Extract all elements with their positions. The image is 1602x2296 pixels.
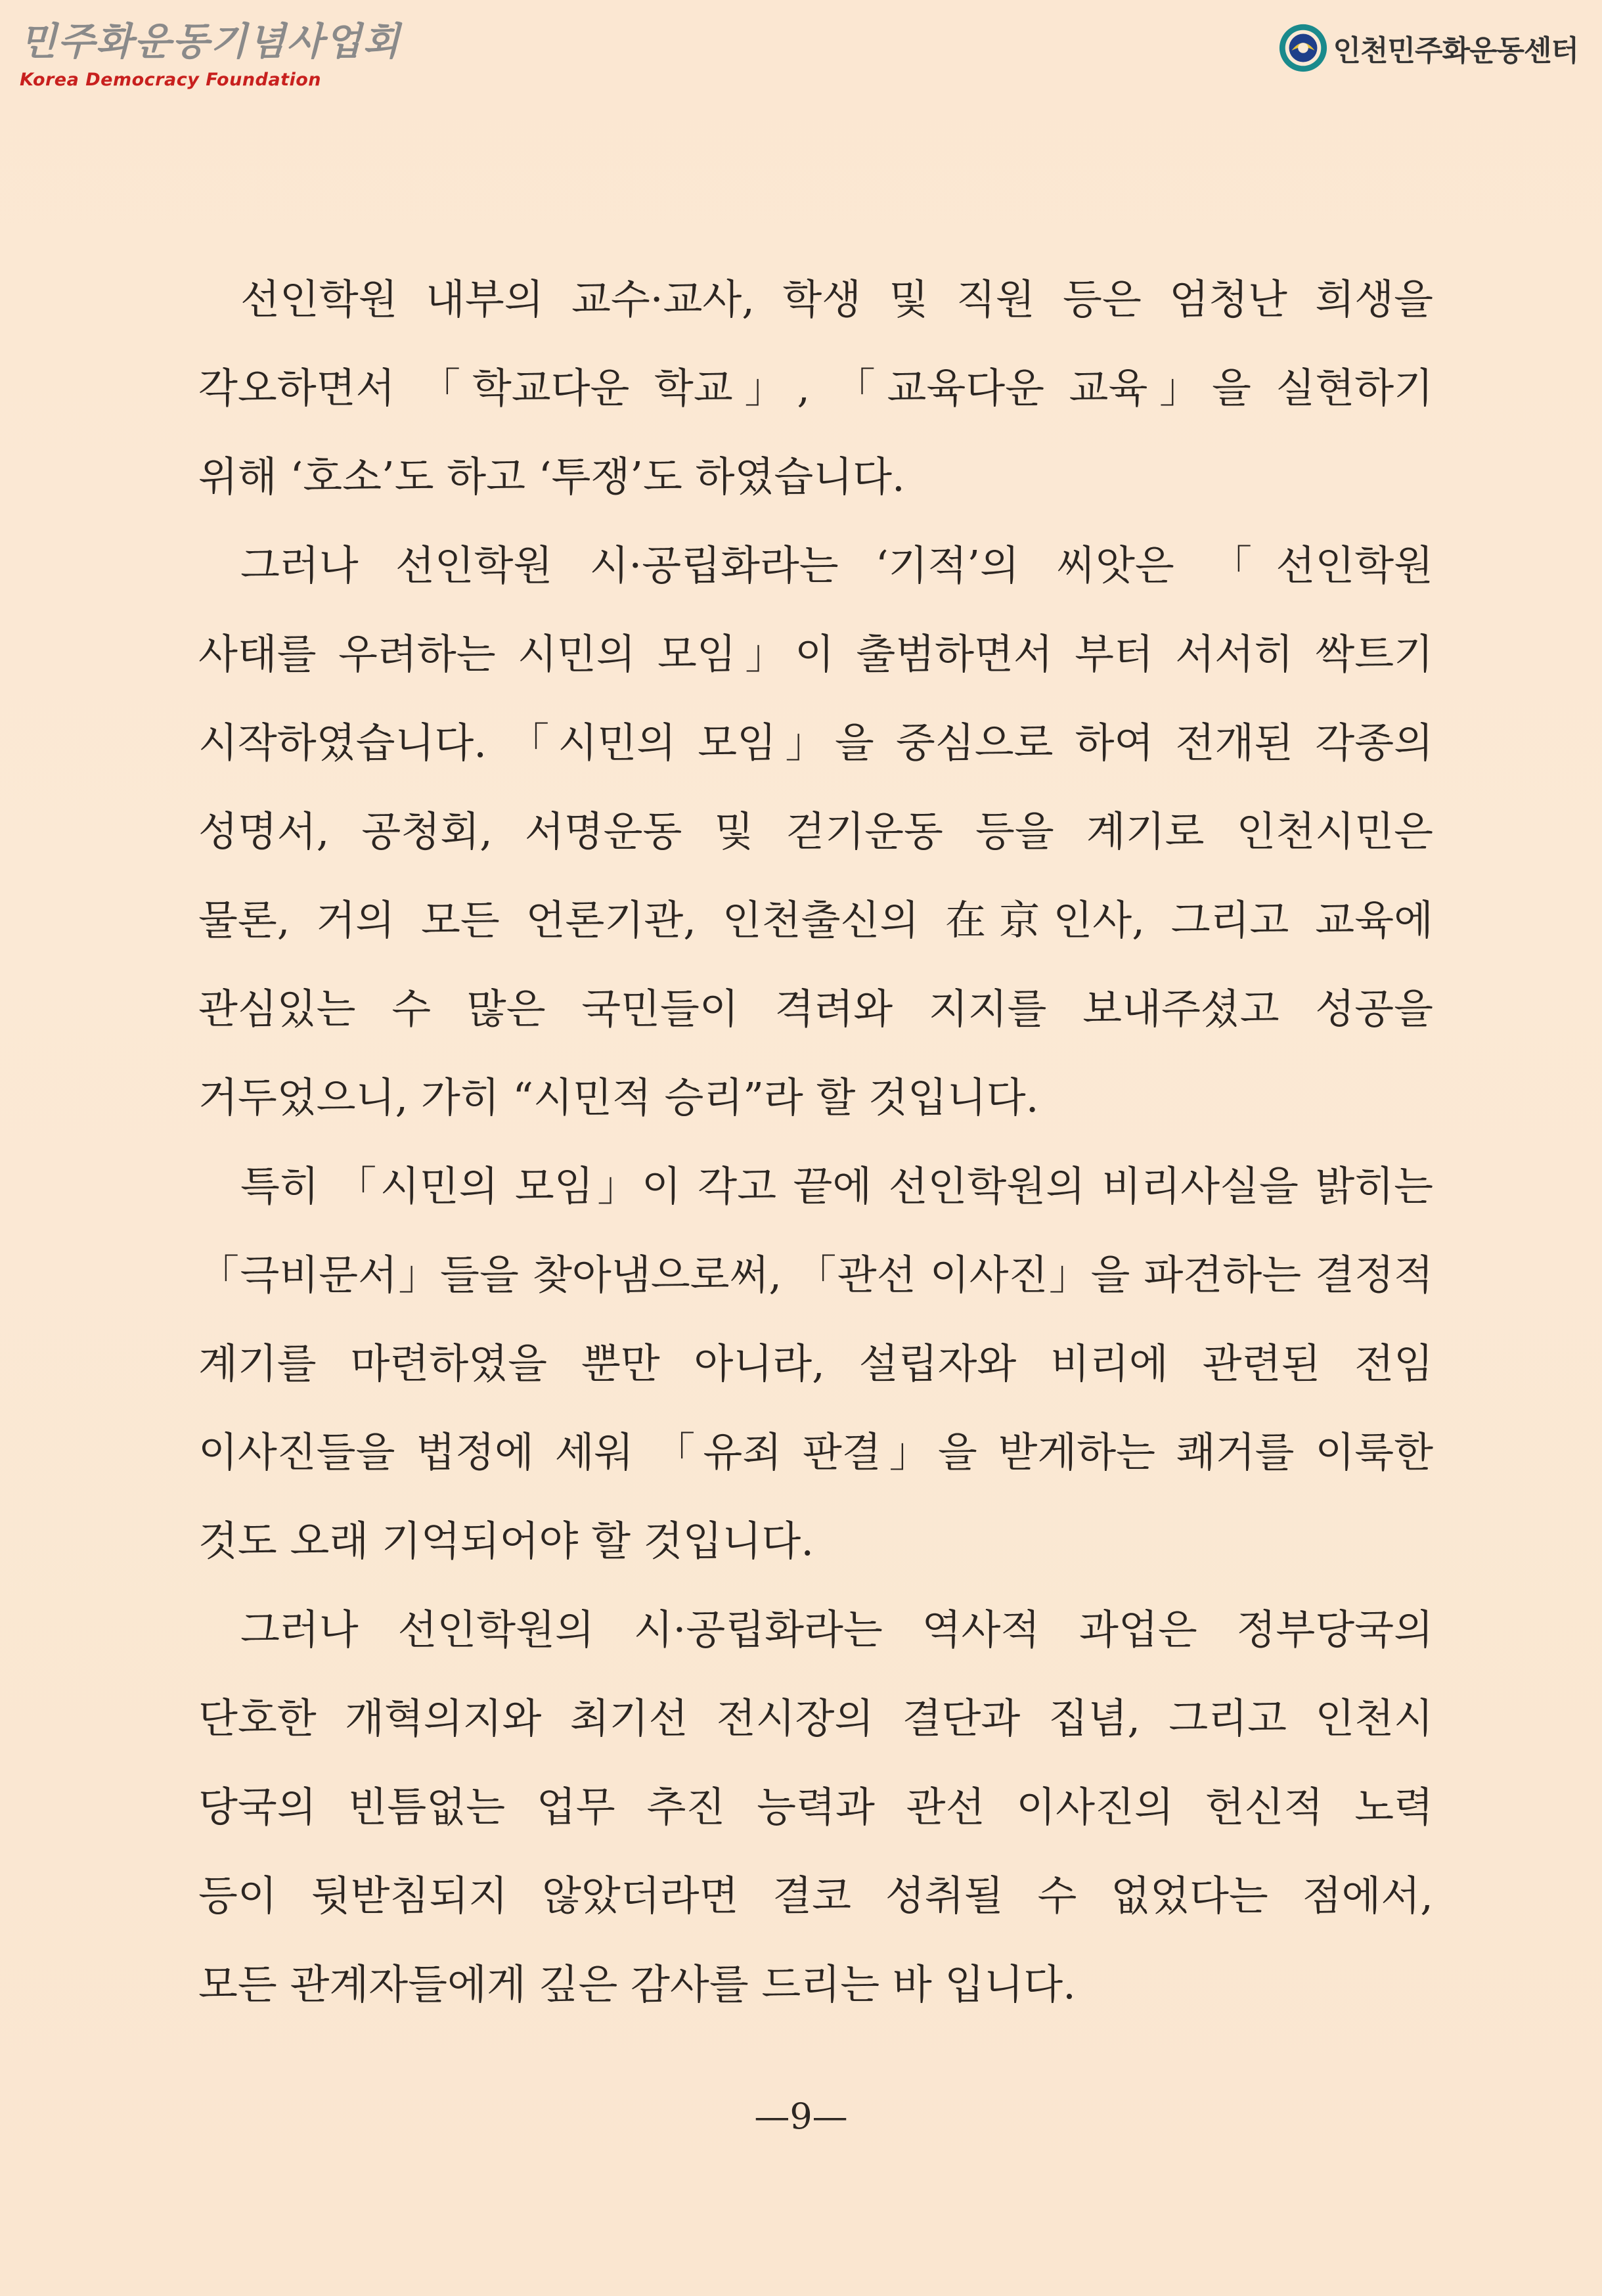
text-line: 사태를 우려하는 시민의 모임」이 출범하면서 부터 서서히 싹트기 — [198, 630, 1433, 678]
text-line: 각오하면서 「학교다운 학교」, 「교육다운 교육」을 실현하기 — [198, 364, 1433, 412]
paragraph — [198, 1585, 1433, 2029]
page-number: —9— — [754, 2096, 848, 2137]
header-left — [20, 19, 401, 90]
text-line: 선인학원 내부의 교수·교사, 학생 및 직원 등은 엄청난 희생을 — [240, 275, 1433, 323]
text-line: 것도 오래 기억되어야 할 것입니다. — [198, 1517, 814, 1565]
text-line: 단호한 개혁의지와 최기선 전시장의 결단과 집념, 그리고 인천시 — [198, 1694, 1433, 1742]
org-name-korean: 민주화운동기념사업회 — [20, 19, 401, 64]
text-line: 성명서, 공청회, 서명운동 및 걷기운동 등을 계기로 인천시민은 — [198, 807, 1433, 855]
text-line: 당국의 빈틈없는 업무 추진 능력과 관선 이사진의 헌신적 노력 — [198, 1783, 1433, 1831]
text-line: 관심있는 수 많은 국민들이 격려와 지지를 보내주셨고 성공을 — [198, 985, 1433, 1033]
text-line: 물론, 거의 모든 언론기관, 인천출신의 在京인사, 그리고 교육에 — [198, 896, 1433, 944]
text-line: 그러나 선인학원의 시·공립화라는 역사적 과업은 정부당국의 — [240, 1606, 1433, 1654]
text-line: 등이 뒷받침되지 않았더라면 결코 성취될 수 없었다는 점에서, — [198, 1872, 1433, 1920]
text-line: 위해 ‘호소’도 하고 ‘투쟁’도 하였습니다. — [198, 453, 905, 501]
text-line: 거두었으니, 가히 “시민적 승리”라 할 것입니다. — [198, 1073, 1039, 1121]
org-name-english: Korea Democracy Foundation — [20, 70, 322, 90]
paragraph — [198, 255, 1433, 521]
paragraph — [198, 521, 1433, 1142]
text-line: 모든 관계자들에게 깊은 감사를 드리는 바 입니다. — [198, 1960, 1076, 2008]
header-right — [1278, 22, 1578, 74]
paragraph — [198, 1142, 1433, 1585]
text-line: 특히 「시민의 모임」이 각고 끝에 선인학원의 비리사실을 밝히는 — [240, 1162, 1433, 1210]
text-line: 「극비문서」들을 찾아냄으로써, 「관선 이사진」을 파견하는 결정적 — [198, 1251, 1433, 1299]
text-line: 계기를 마련하였을 뿐만 아니라, 설립자와 비리에 관련된 전임 — [198, 1339, 1433, 1387]
center-name: 인천민주화운동센터 — [1333, 34, 1578, 68]
text-line: 이사진들을 법정에 세워 「유죄 판결」을 받게하는 쾌거를 이룩한 — [198, 1428, 1433, 1476]
body-text — [198, 255, 1433, 2029]
text-line: 시작하였습니다. 「시민의 모임」을 중심으로 하여 전개된 각종의 — [198, 719, 1433, 767]
circular-emblem-icon — [1278, 22, 1329, 74]
text-line: 그러나 선인학원 시·공립화라는 ‘기적’의 씨앗은 「선인학원 — [240, 541, 1433, 589]
